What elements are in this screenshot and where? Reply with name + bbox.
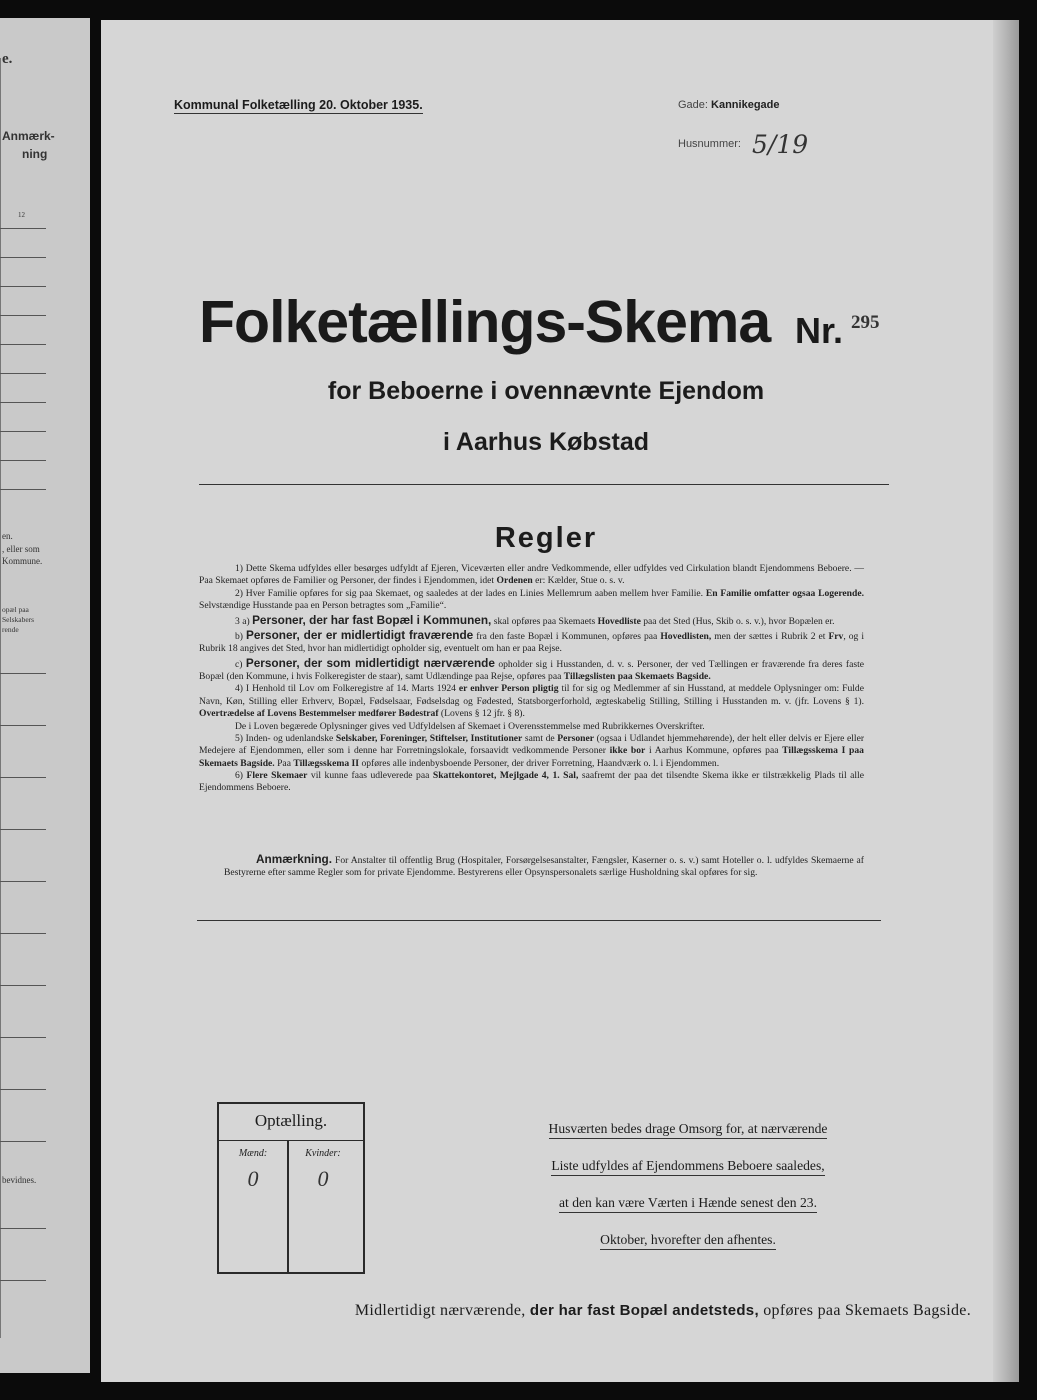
notice-line: Liste udfyldes af Ejendommens Beboere saaledes, bbox=[551, 1157, 824, 1176]
left-fragment: Anmærk- bbox=[2, 129, 55, 143]
form-subtitle-city: i Aarhus Købstad bbox=[442, 428, 650, 456]
divider bbox=[197, 920, 881, 921]
left-rule bbox=[0, 829, 46, 830]
left-rule bbox=[0, 985, 46, 986]
left-rule bbox=[0, 460, 46, 461]
left-fragment: Kommune. bbox=[2, 556, 43, 566]
rules-text bbox=[199, 563, 864, 795]
street-label: Gade: bbox=[678, 99, 708, 111]
left-rule bbox=[0, 1228, 46, 1229]
left-rule bbox=[0, 725, 46, 726]
count-box bbox=[217, 1102, 365, 1274]
left-rule bbox=[0, 431, 46, 432]
left-rule bbox=[0, 1089, 46, 1090]
house-number-label: Husnummer: bbox=[678, 138, 741, 150]
left-page-fragment bbox=[0, 18, 90, 1373]
left-fragment: opæl paa bbox=[2, 605, 29, 614]
notice-line: Oktober, hvorefter den afhentes. bbox=[600, 1231, 776, 1250]
women-count: 0 bbox=[317, 1166, 329, 1191]
census-header: Kommunal Folketælling 20. Oktober 1935. bbox=[174, 98, 423, 112]
street-value: Kannikegade bbox=[711, 99, 780, 111]
notice-line: at den kan være Værten i Hænde senest den 23. bbox=[559, 1194, 817, 1213]
men-label: Mænd: bbox=[238, 1148, 268, 1159]
left-fragment: en. bbox=[2, 531, 13, 541]
left-rule bbox=[0, 402, 46, 403]
rule-3a: 3 a) Personer, der har fast Bopæl i Kommunen, skal opføres paa Skemaets Hovedliste paa det Sted (Hus, Skib o. s. v.), hvor Bopælen er. bbox=[235, 612, 835, 627]
count-box-title: Optælling. bbox=[254, 1111, 328, 1130]
left-fragment: Selskabers bbox=[2, 615, 35, 624]
form-page bbox=[101, 20, 1019, 1382]
rule-5: 5) Inden- og udenlandske Selskaber, Foreninger, Stiftelser, Institutioner samt de Personer (ogsaa i Udlandet hjemmehørende), der helt eller delvis er Ejere eller Medejere af Ejendommen, eller som i denne har Forretningslokale, forsaavidt vedkommende Personer ikke bor i Aarhus Kommune, opføres paa Tillægsskema I paa Skemaets Bagside. Paa Tillægsskema II opføres alle indenbysboende Personer, der driver Forretning, Haandværk o. l. i Ejendommen. bbox=[199, 732, 865, 769]
street-field bbox=[678, 99, 780, 111]
left-rule bbox=[0, 315, 46, 316]
left-rule bbox=[0, 1141, 46, 1142]
left-rule bbox=[0, 777, 46, 778]
notice-line: Husværten bedes drage Omsorg for, at nærværende bbox=[549, 1120, 828, 1139]
left-fragment: e. bbox=[2, 51, 13, 67]
left-rule bbox=[0, 228, 46, 229]
left-rule bbox=[0, 373, 46, 374]
annotation-text: For Anstalter til offentlig Brug (Hospitaler, Forsørgelsesanstalter, Fængsler, Kaserner o. s. v.) samt Hoteller o. l. udfyldes Skemaerne af Bestyrerne efter samme Regler som for private Ejendomme. Bestyrerens eller Opsynspersonalets særlige Husholdning skal opføres for sig. bbox=[224, 855, 864, 879]
rule-3c: c) Personer, der som midlertidigt nærværende opholder sig i Husstanden, d. v. s. Personer, der ved Tællingen er fraværende fra deres faste Bopæl (den Kommune, i hvis Folkeregister de staar), samt Udlændinge paa Rejse, opføres paa Tillægslisten paa Skemaets Bagside. bbox=[199, 655, 865, 682]
rule-1: 1) Dette Skema udfyldes eller besørges udfyldt af Ejeren, Viceværten eller andre Vedkommende, eller udfyldes ved Cirkulation blandt Ejendommens Beboere. — Paa Skemaet opføres de Familier og Personer, der findes i Ejendommen, idet Ordenen er: Kælder, Stue o. s. v. bbox=[199, 563, 864, 587]
divider bbox=[199, 484, 889, 485]
rule-3b: b) Personer, der er midlertidigt fraværende fra den faste Bopæl i Kommunen, opføres paa Hovedlisten, men der sættes i Rubrik 2 et Frv, og i Rubrik 18 angives det Sted, hvor han midlertidigt opholder sig, eventuelt om han er paa Rejse. bbox=[199, 627, 865, 655]
form-number-label: Nr. bbox=[795, 310, 844, 351]
left-rule bbox=[0, 933, 46, 934]
rule-2: 2) Hver Familie opføres for sig paa Skemaet, og saaledes at der lades en Linies Mellemrum aaben mellem hver Familie. En Familie omfatter ogsaa Logerende. Selvstændige Husstande paa en Person betragtes som „Familie“. bbox=[199, 587, 864, 612]
women-label: Kvinder: bbox=[305, 1148, 341, 1159]
house-number-value: 5/19 bbox=[752, 130, 809, 159]
annotation-note bbox=[224, 852, 864, 880]
form-number-value: 295 bbox=[851, 312, 880, 333]
left-rule bbox=[0, 286, 46, 287]
rule-4-note: De i Loven begærede Oplysninger gives ved Udfyldelsen af Skemaet i Overensstemmelse med Rubrikkernes Overskrifter. bbox=[235, 720, 705, 732]
house-number-field bbox=[678, 130, 808, 159]
annotation-label: Anmærkning. bbox=[256, 852, 333, 866]
form-title: Folketællings-Skema bbox=[199, 289, 771, 355]
left-fragment: ning bbox=[22, 147, 48, 161]
left-rule bbox=[0, 1280, 46, 1281]
left-rule bbox=[0, 881, 46, 882]
left-page-edge-line bbox=[0, 58, 1, 1338]
left-rule bbox=[0, 673, 46, 674]
rule-6: 6) Flere Skemaer vil kunne faas udleverede paa Skattekontoret, Mejlgade 4, 1. Sal, saafremt der paa det tilsendte Skema ikke er tilstrækkelig Plads til alle Ejendommens Beboere. bbox=[199, 770, 864, 794]
left-rule bbox=[0, 257, 46, 258]
count-box-rule bbox=[219, 1140, 363, 1141]
left-rule bbox=[0, 1037, 46, 1038]
rules-heading: Regler bbox=[494, 522, 598, 554]
footer-note: Midlertidigt nærværende, der har fast Bopæl andetsteds, opføres paa Skemaets Bagside. bbox=[354, 1302, 971, 1319]
left-fragment: 12 bbox=[18, 211, 25, 219]
rule-4: 4) I Henhold til Lov om Folkeregistre af 14. Marts 1924 er enhver Person pligtig til for sig og Medlemmer af sin Husstand, at meddele Oplysninger om: Fulde Navn, Køn, Stilling eller Erhverv, Bopæl, Fødselsaar, Fødselsdag og Fødested, Statsborgerforhold, ægteskabelig Stilling, Stilling i Husstanden m. v. (jfr. Lovens § 1). Overtrædelse af Lovens Bestemmelser medfører Bødestraf (Lovens § 12 jfr. § 8). bbox=[199, 683, 864, 720]
landlord-notice bbox=[514, 1110, 862, 1258]
count-box-divider bbox=[287, 1140, 289, 1272]
left-rule bbox=[0, 489, 46, 490]
left-fragment: rende bbox=[2, 625, 19, 634]
page-edge-shade bbox=[993, 20, 1019, 1382]
left-fragment: , eller som bbox=[2, 544, 40, 554]
left-rule bbox=[0, 344, 46, 345]
form-subtitle: for Beboerne i ovennævnte Ejendom bbox=[327, 377, 765, 405]
left-fragment: bevidnes. bbox=[2, 1175, 37, 1185]
men-count: 0 bbox=[247, 1166, 259, 1191]
